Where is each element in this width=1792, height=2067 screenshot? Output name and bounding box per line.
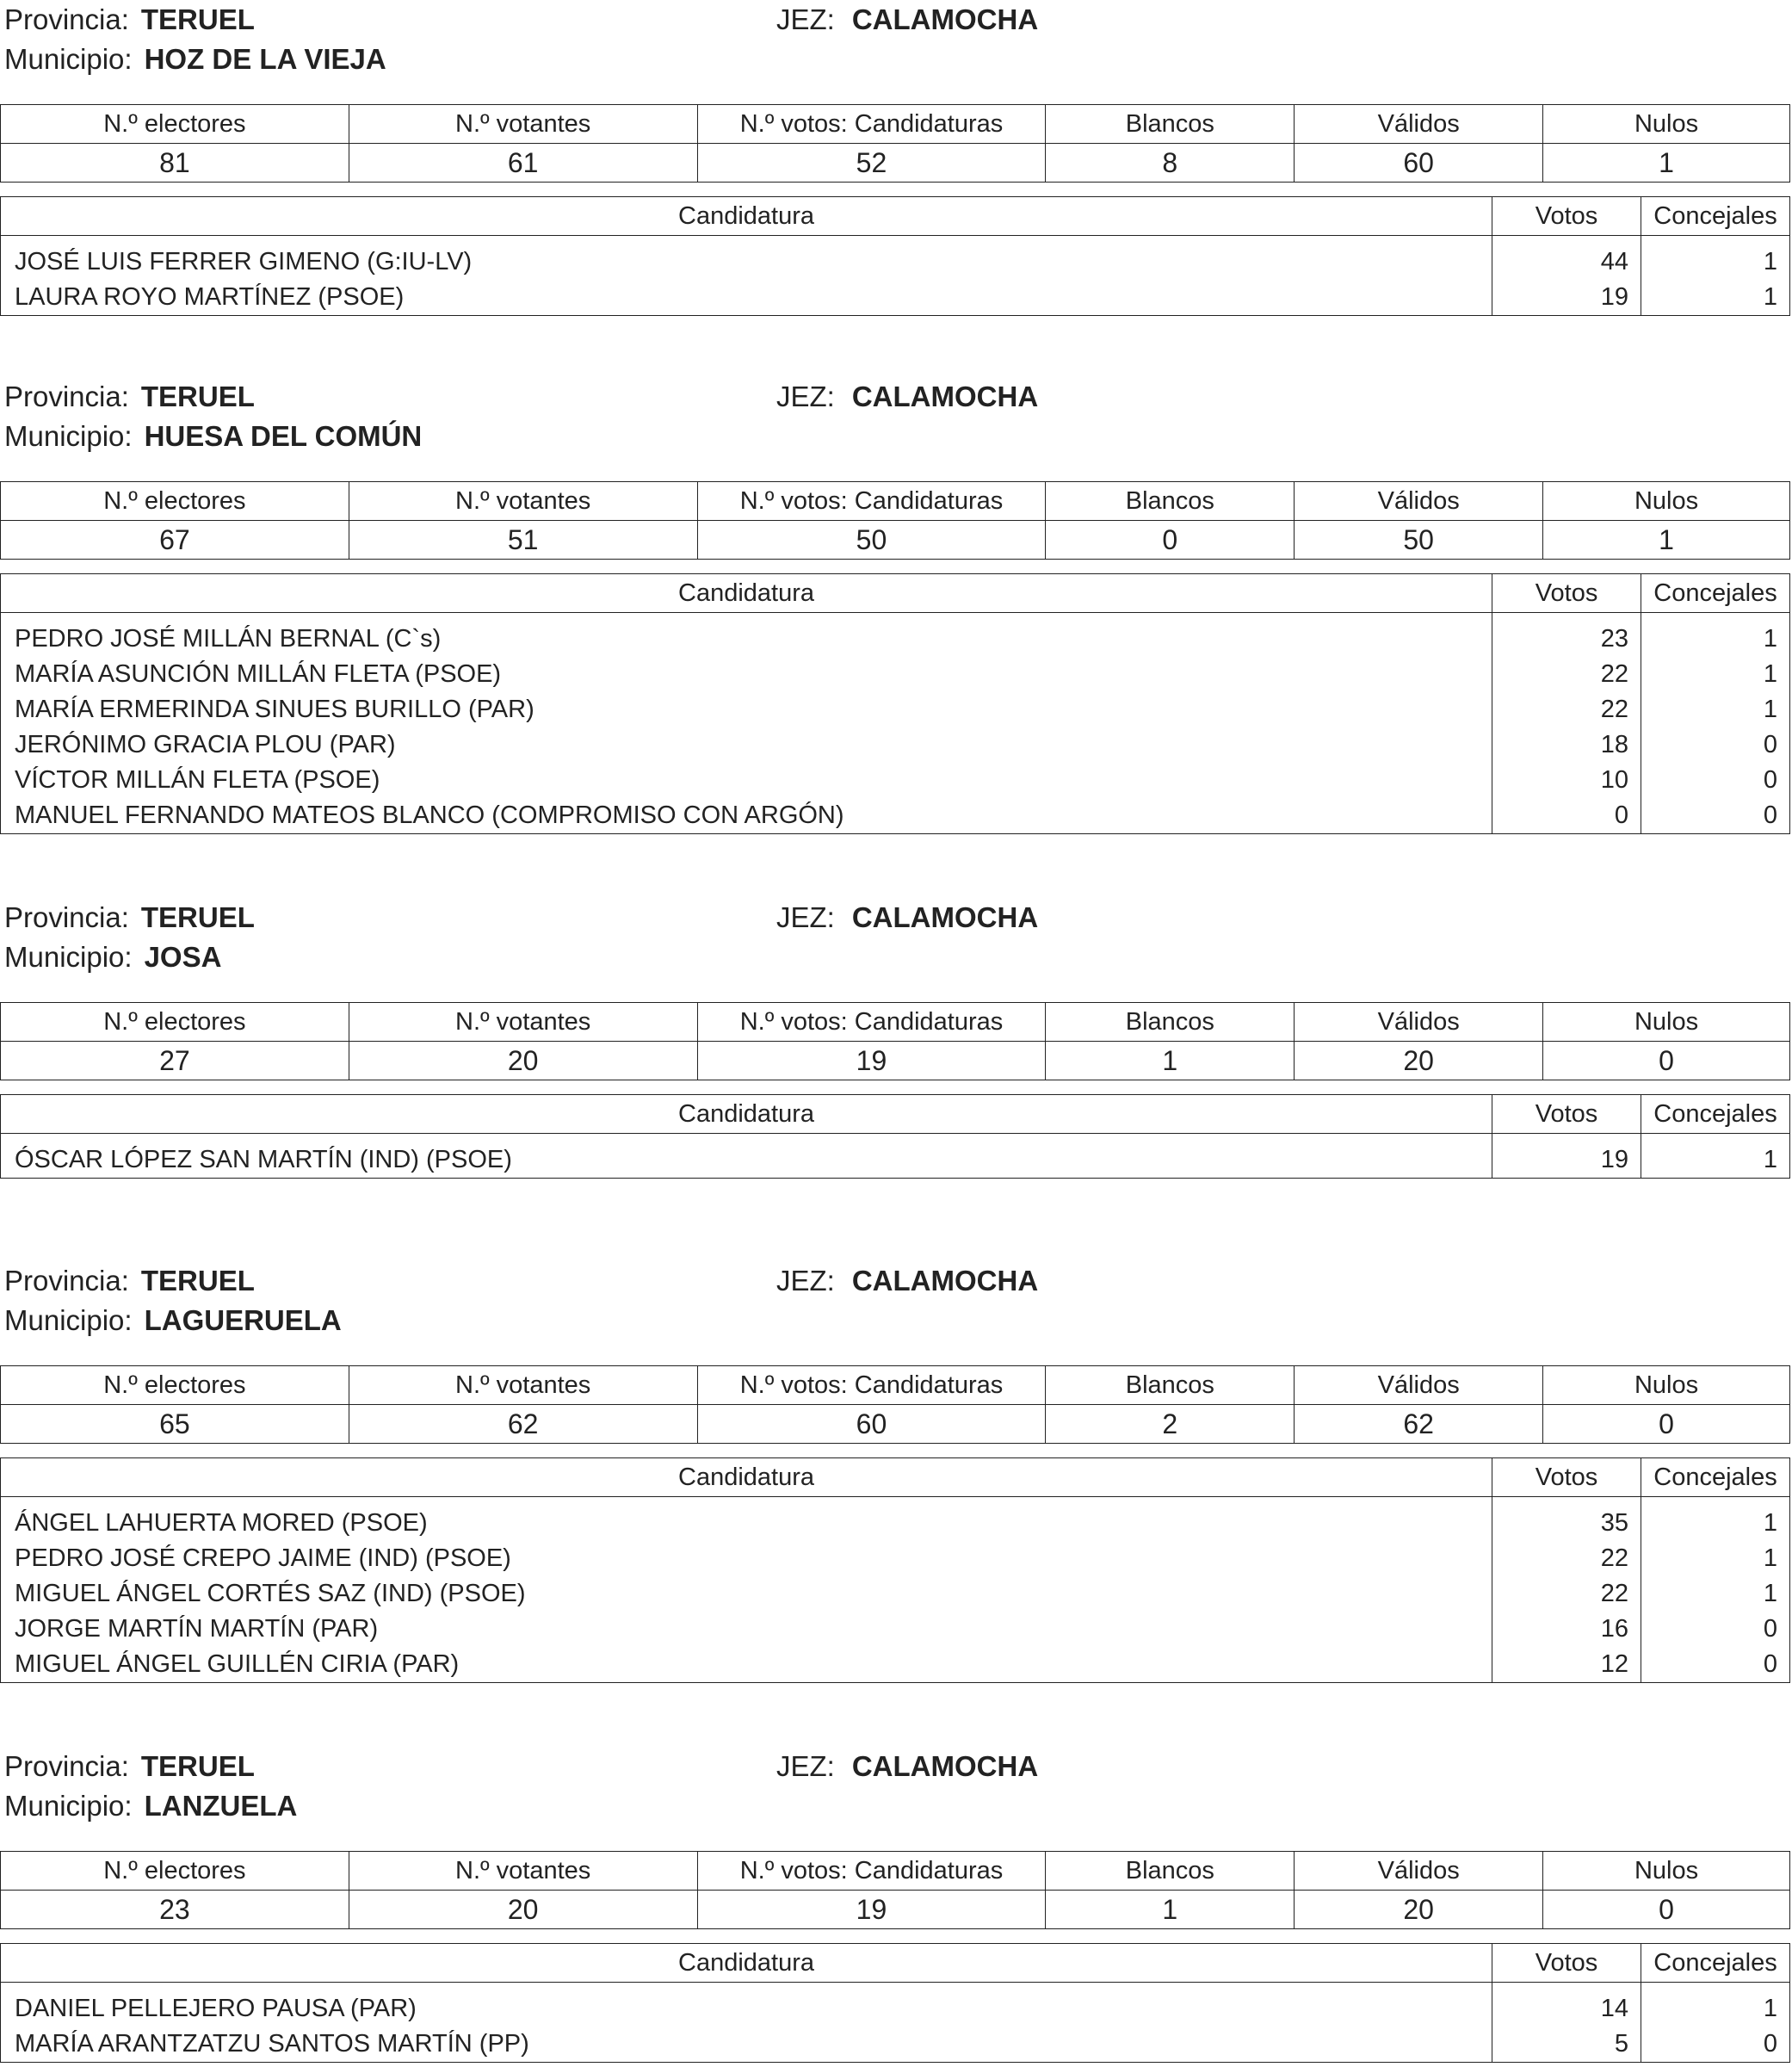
jez-value: CALAMOCHA <box>851 3 1039 35</box>
candidato-votos: 5 <box>1492 2027 1641 2063</box>
candidatura-table <box>0 1094 1790 1179</box>
candidatura-header: Candidatura <box>1 1944 1492 1983</box>
summary-values-row <box>1 521 1790 560</box>
provincia-value: TERUEL <box>140 381 255 412</box>
jez-label: JEZ: <box>776 1265 835 1297</box>
concejales-header: Concejales <box>1641 1458 1790 1497</box>
candidato-votos: 35 <box>1492 1497 1641 1542</box>
candidato-nombre: JERÓNIMO GRACIA PLOU (PAR) <box>1 727 1492 763</box>
votos_cand-header: N.º votos: Candidaturas <box>697 1003 1046 1042</box>
candidatura-table <box>0 573 1790 834</box>
electores-header: N.º electores <box>1 105 349 144</box>
provincia-value: TERUEL <box>140 3 255 35</box>
candidato-concejales: 0 <box>1641 798 1790 834</box>
candidato-row <box>1 1612 1790 1647</box>
blancos-header: Blancos <box>1046 482 1295 521</box>
provincia-label: Provincia: <box>4 901 129 933</box>
summary-values-row <box>1 1042 1790 1080</box>
provincia-value: TERUEL <box>140 901 255 933</box>
candidato-row <box>1 798 1790 834</box>
nulos-header: Nulos <box>1543 1003 1790 1042</box>
jez-label: JEZ: <box>776 1750 835 1782</box>
jez-line <box>776 377 1038 417</box>
blancos-value: 2 <box>1046 1405 1295 1444</box>
candidato-concejales: 1 <box>1641 1497 1790 1542</box>
votos-header: Votos <box>1492 1095 1641 1134</box>
jez-line <box>776 1747 1038 1786</box>
candidato-concejales: 0 <box>1641 727 1790 763</box>
candidato-votos: 22 <box>1492 657 1641 692</box>
jez-value: CALAMOCHA <box>851 1265 1039 1297</box>
jez-line <box>776 1261 1038 1301</box>
candidato-concejales: 1 <box>1641 657 1790 692</box>
blancos-header: Blancos <box>1046 1852 1295 1891</box>
provincia-value: TERUEL <box>140 1750 255 1782</box>
candidato-votos: 19 <box>1492 1134 1641 1179</box>
summary-header-row <box>1 482 1790 521</box>
votos_cand-value: 19 <box>697 1042 1046 1080</box>
candidato-concejales: 1 <box>1641 1576 1790 1612</box>
jez-line <box>776 898 1038 938</box>
nulos-value: 1 <box>1543 144 1790 183</box>
candidato-concejales: 1 <box>1641 1134 1790 1179</box>
summary-table <box>0 1365 1790 1444</box>
candidato-concejales: 1 <box>1641 1541 1790 1576</box>
candidatura-header-row <box>1 1944 1790 1983</box>
candidatura-table <box>0 1457 1790 1683</box>
jez-line <box>776 0 1038 40</box>
nulos-value: 0 <box>1543 1405 1790 1444</box>
provincia-value: TERUEL <box>140 1265 255 1297</box>
votos_cand-value: 60 <box>697 1405 1046 1444</box>
validos-header: Válidos <box>1295 105 1543 144</box>
candidato-row <box>1 727 1790 763</box>
candidato-row <box>1 1983 1790 2027</box>
jez-label: JEZ: <box>776 381 835 412</box>
votantes-value: 20 <box>349 1891 697 1929</box>
blancos-value: 1 <box>1046 1042 1295 1080</box>
summary-table <box>0 104 1790 183</box>
municipio-label: Municipio: <box>4 420 133 452</box>
validos-header: Válidos <box>1295 482 1543 521</box>
nulos-header: Nulos <box>1543 105 1790 144</box>
electores-header: N.º electores <box>1 1366 349 1405</box>
candidato-votos: 44 <box>1492 236 1641 281</box>
provincia-label: Provincia: <box>4 381 129 412</box>
provincia-line <box>4 0 255 40</box>
summary-table <box>0 1002 1790 1080</box>
municipio-label: Municipio: <box>4 43 133 75</box>
blancos-header: Blancos <box>1046 1003 1295 1042</box>
votos_cand-header: N.º votos: Candidaturas <box>697 105 1046 144</box>
municipio-line <box>4 1301 342 1340</box>
provincia-line <box>4 1261 255 1301</box>
provincia-line <box>4 1747 255 1786</box>
candidato-nombre: ÓSCAR LÓPEZ SAN MARTÍN (IND) (PSOE) <box>1 1134 1492 1179</box>
municipio-line <box>4 40 386 79</box>
candidato-votos: 18 <box>1492 727 1641 763</box>
summary-table <box>0 1851 1790 1929</box>
votantes-value: 62 <box>349 1405 697 1444</box>
candidato-votos: 22 <box>1492 1541 1641 1576</box>
votos_cand-value: 50 <box>697 521 1046 560</box>
votos-header: Votos <box>1492 1944 1641 1983</box>
candidato-row <box>1 236 1790 281</box>
blancos-value: 8 <box>1046 144 1295 183</box>
candidato-nombre: MANUEL FERNANDO MATEOS BLANCO (COMPROMISO CON ARGÓN) <box>1 798 1492 834</box>
electores-value: 27 <box>1 1042 349 1080</box>
votos-header: Votos <box>1492 197 1641 236</box>
validos-value: 62 <box>1295 1405 1543 1444</box>
candidato-row <box>1 692 1790 727</box>
municipio-value: HUESA DEL COMÚN <box>144 420 423 452</box>
votos_cand-header: N.º votos: Candidaturas <box>697 482 1046 521</box>
candidato-concejales: 1 <box>1641 613 1790 658</box>
jez-label: JEZ: <box>776 901 835 933</box>
votantes-value: 51 <box>349 521 697 560</box>
candidato-row <box>1 657 1790 692</box>
votantes-value: 61 <box>349 144 697 183</box>
candidato-concejales: 0 <box>1641 763 1790 798</box>
concejales-header: Concejales <box>1641 574 1790 613</box>
candidato-row <box>1 1134 1790 1179</box>
votantes-header: N.º votantes <box>349 1003 697 1042</box>
candidatura-table <box>0 1943 1790 2063</box>
electores-value: 65 <box>1 1405 349 1444</box>
candidato-nombre: MIGUEL ÁNGEL CORTÉS SAZ (IND) (PSOE) <box>1 1576 1492 1612</box>
candidato-row <box>1 280 1790 316</box>
electores-header: N.º electores <box>1 482 349 521</box>
municipio-line <box>4 1786 297 1826</box>
summary-values-row <box>1 1405 1790 1444</box>
municipio-label: Municipio: <box>4 1790 133 1822</box>
candidatura-header: Candidatura <box>1 1458 1492 1497</box>
votantes-header: N.º votantes <box>349 105 697 144</box>
jez-label: JEZ: <box>776 3 835 35</box>
candidato-nombre: MARÍA ERMERINDA SINUES BURILLO (PAR) <box>1 692 1492 727</box>
validos-header: Válidos <box>1295 1366 1543 1405</box>
jez-value: CALAMOCHA <box>851 381 1039 412</box>
votos_cand-header: N.º votos: Candidaturas <box>697 1366 1046 1405</box>
candidatura-header-row <box>1 1095 1790 1134</box>
candidato-row <box>1 1647 1790 1683</box>
candidato-votos: 14 <box>1492 1983 1641 2027</box>
nulos-header: Nulos <box>1543 482 1790 521</box>
municipio-line <box>4 417 422 456</box>
candidato-votos: 19 <box>1492 280 1641 316</box>
electores-header: N.º electores <box>1 1852 349 1891</box>
candidatura-header: Candidatura <box>1 574 1492 613</box>
candidato-nombre: VÍCTOR MILLÁN FLETA (PSOE) <box>1 763 1492 798</box>
candidatura-header-row <box>1 1458 1790 1497</box>
candidatura-header: Candidatura <box>1 1095 1492 1134</box>
blancos-value: 1 <box>1046 1891 1295 1929</box>
candidato-row <box>1 1541 1790 1576</box>
municipio-line <box>4 938 221 977</box>
nulos-header: Nulos <box>1543 1852 1790 1891</box>
candidato-concejales: 1 <box>1641 692 1790 727</box>
municipio-label: Municipio: <box>4 1304 133 1336</box>
summary-table <box>0 481 1790 560</box>
candidato-nombre: DANIEL PELLEJERO PAUSA (PAR) <box>1 1983 1492 2027</box>
candidato-row <box>1 1497 1790 1542</box>
blancos-value: 0 <box>1046 521 1295 560</box>
blancos-header: Blancos <box>1046 1366 1295 1405</box>
provincia-line <box>4 898 255 938</box>
candidatura-table <box>0 196 1790 316</box>
electores-value: 23 <box>1 1891 349 1929</box>
provincia-label: Provincia: <box>4 3 129 35</box>
summary-values-row <box>1 1891 1790 1929</box>
candidato-votos: 0 <box>1492 798 1641 834</box>
municipio-value: JOSA <box>144 941 222 973</box>
candidato-concejales: 0 <box>1641 2027 1790 2063</box>
votantes-header: N.º votantes <box>349 1366 697 1405</box>
votantes-header: N.º votantes <box>349 1852 697 1891</box>
electores-value: 81 <box>1 144 349 183</box>
municipio-label: Municipio: <box>4 941 133 973</box>
candidato-row <box>1 763 1790 798</box>
nulos-header: Nulos <box>1543 1366 1790 1405</box>
candidato-votos: 22 <box>1492 1576 1641 1612</box>
provincia-label: Provincia: <box>4 1265 129 1297</box>
jez-value: CALAMOCHA <box>851 901 1039 933</box>
electores-value: 67 <box>1 521 349 560</box>
candidato-concejales: 1 <box>1641 236 1790 281</box>
votos_cand-header: N.º votos: Candidaturas <box>697 1852 1046 1891</box>
candidato-votos: 10 <box>1492 763 1641 798</box>
candidato-row <box>1 1576 1790 1612</box>
concejales-header: Concejales <box>1641 1944 1790 1983</box>
candidato-nombre: PEDRO JOSÉ MILLÁN BERNAL (C`s) <box>1 613 1492 658</box>
candidato-nombre: JORGE MARTÍN MARTÍN (PAR) <box>1 1612 1492 1647</box>
municipio-value: LANZUELA <box>144 1790 298 1822</box>
validos-value: 50 <box>1295 521 1543 560</box>
validos-value: 20 <box>1295 1042 1543 1080</box>
candidato-nombre: ÁNGEL LAHUERTA MORED (PSOE) <box>1 1497 1492 1542</box>
summary-header-row <box>1 1003 1790 1042</box>
candidato-votos: 12 <box>1492 1647 1641 1683</box>
nulos-value: 0 <box>1543 1042 1790 1080</box>
provincia-line <box>4 377 255 417</box>
summary-values-row <box>1 144 1790 183</box>
votantes-value: 20 <box>349 1042 697 1080</box>
candidato-nombre: JOSÉ LUIS FERRER GIMENO (G:IU-LV) <box>1 236 1492 281</box>
candidato-nombre: MARÍA ARANTZATZU SANTOS MARTÍN (PP) <box>1 2027 1492 2063</box>
candidato-concejales: 0 <box>1641 1612 1790 1647</box>
candidato-votos: 23 <box>1492 613 1641 658</box>
blancos-header: Blancos <box>1046 105 1295 144</box>
municipio-value: LAGUERUELA <box>144 1304 342 1336</box>
validos-header: Válidos <box>1295 1852 1543 1891</box>
votos_cand-value: 52 <box>697 144 1046 183</box>
votos_cand-value: 19 <box>697 1891 1046 1929</box>
candidato-nombre: MIGUEL ÁNGEL GUILLÉN CIRIA (PAR) <box>1 1647 1492 1683</box>
summary-header-row <box>1 1852 1790 1891</box>
municipio-value: HOZ DE LA VIEJA <box>144 43 386 75</box>
concejales-header: Concejales <box>1641 1095 1790 1134</box>
summary-header-row <box>1 105 1790 144</box>
candidato-concejales: 1 <box>1641 280 1790 316</box>
candidato-nombre: PEDRO JOSÉ CREPO JAIME (IND) (PSOE) <box>1 1541 1492 1576</box>
electores-header: N.º electores <box>1 1003 349 1042</box>
candidatura-header-row <box>1 197 1790 236</box>
candidato-nombre: LAURA ROYO MARTÍNEZ (PSOE) <box>1 280 1492 316</box>
validos-value: 20 <box>1295 1891 1543 1929</box>
candidato-concejales: 1 <box>1641 1983 1790 2027</box>
candidato-votos: 16 <box>1492 1612 1641 1647</box>
concejales-header: Concejales <box>1641 197 1790 236</box>
candidato-votos: 22 <box>1492 692 1641 727</box>
candidato-row <box>1 613 1790 658</box>
candidato-nombre: MARÍA ASUNCIÓN MILLÁN FLETA (PSOE) <box>1 657 1492 692</box>
nulos-value: 1 <box>1543 521 1790 560</box>
candidato-row <box>1 2027 1790 2063</box>
votantes-header: N.º votantes <box>349 482 697 521</box>
validos-header: Válidos <box>1295 1003 1543 1042</box>
provincia-label: Provincia: <box>4 1750 129 1782</box>
nulos-value: 0 <box>1543 1891 1790 1929</box>
votos-header: Votos <box>1492 1458 1641 1497</box>
summary-header-row <box>1 1366 1790 1405</box>
candidatura-header: Candidatura <box>1 197 1492 236</box>
votos-header: Votos <box>1492 574 1641 613</box>
validos-value: 60 <box>1295 144 1543 183</box>
candidato-concejales: 0 <box>1641 1647 1790 1683</box>
jez-value: CALAMOCHA <box>851 1750 1039 1782</box>
candidatura-header-row <box>1 574 1790 613</box>
